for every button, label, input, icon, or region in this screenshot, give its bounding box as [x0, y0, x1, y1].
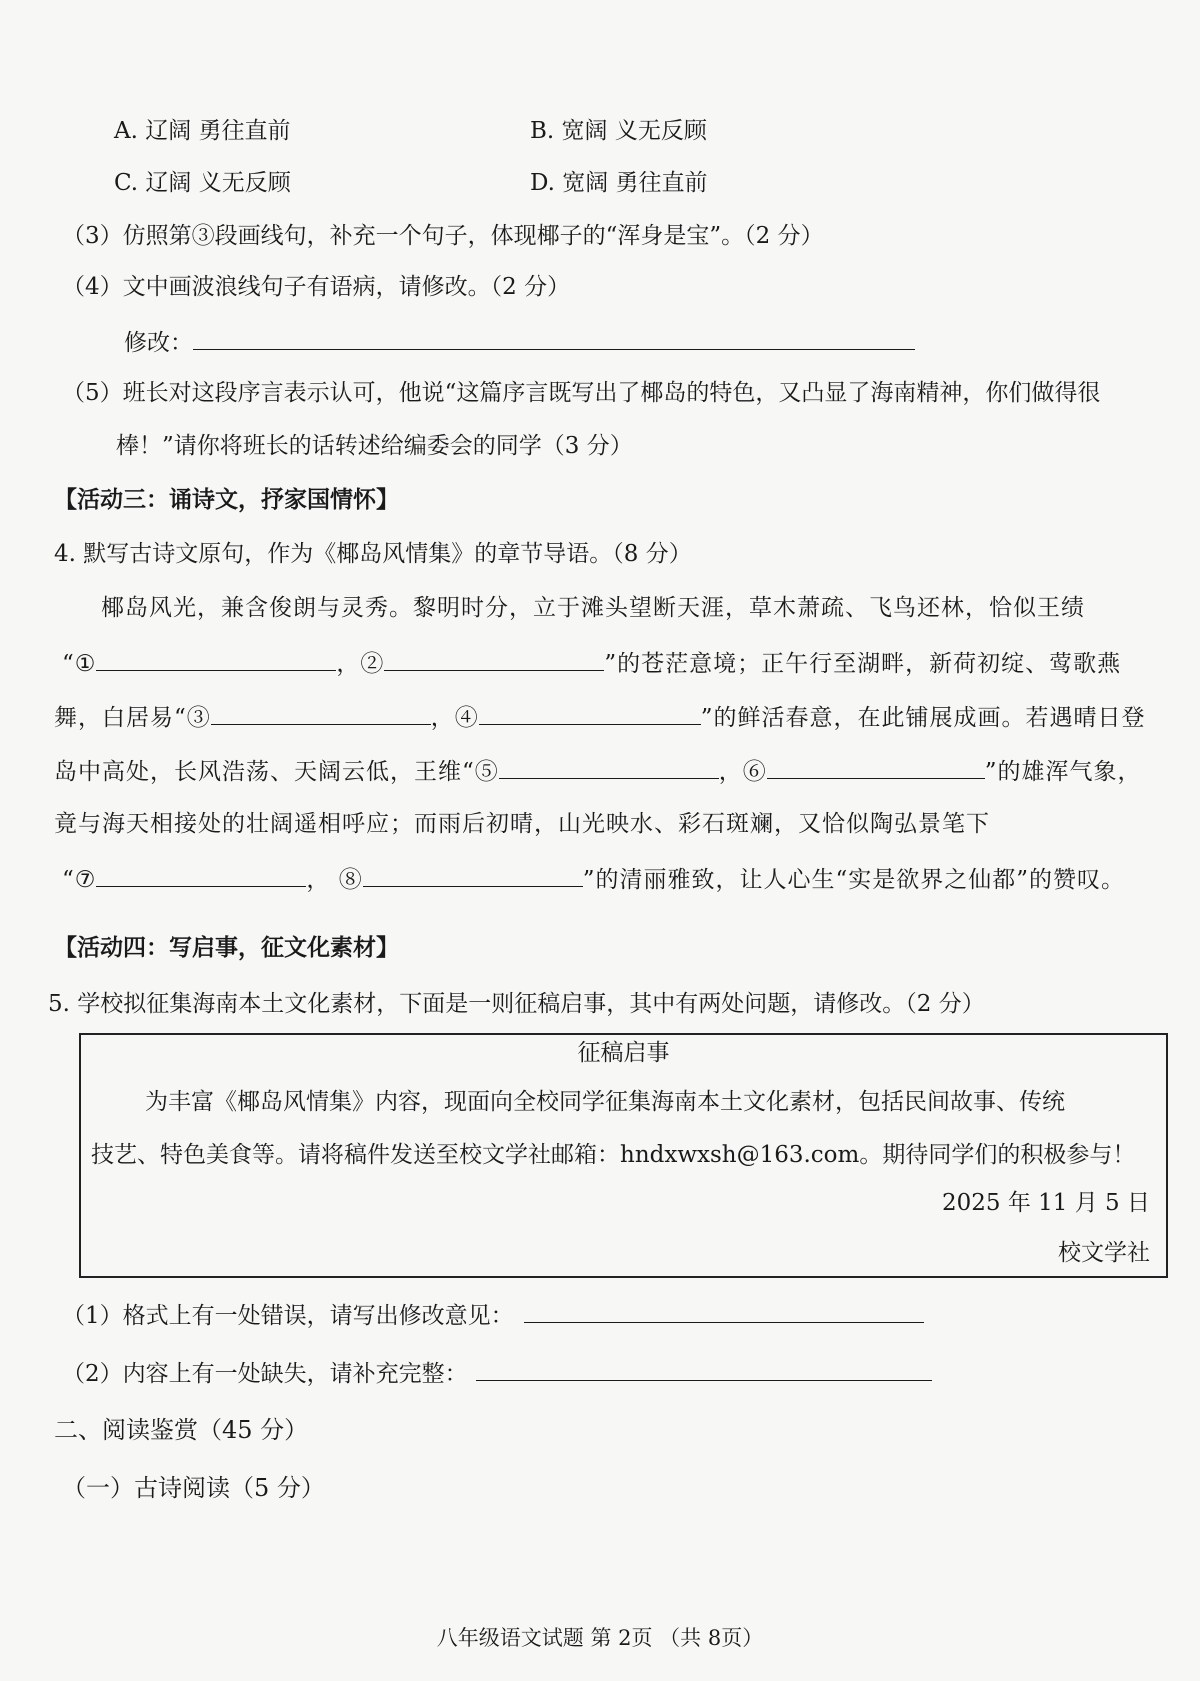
blank-7[interactable] — [96, 862, 306, 887]
blank-8[interactable] — [363, 862, 583, 887]
blank-2[interactable] — [384, 646, 604, 671]
q4-answer-blank[interactable] — [193, 325, 915, 350]
passage-text: 岛中高处，长风浩荡、天阔云低，王维“⑤ — [54, 759, 499, 785]
option-b[interactable]: B. 宽阔 义无反顾 — [530, 118, 707, 144]
passage-text: “① — [62, 651, 97, 677]
option-a[interactable]: A. 辽阔 勇往直前 — [114, 118, 291, 144]
passage-text: ，② — [336, 651, 385, 677]
item-5-1-answer-blank[interactable] — [524, 1298, 924, 1323]
notice-body-line1: 为丰富《椰岛风情集》内容，现面向全校同学征集海南本土文化素材，包括民间故事、传统 — [145, 1089, 1065, 1115]
item-4: 4. 默写古诗文原句，作为《椰岛风情集》的章节导语。（8 分） — [54, 541, 692, 567]
question-3: （3）仿照第③段画线句，补充一个句子，体现椰子的“浑身是宝”。（2 分） — [62, 223, 824, 249]
question-5-line1: （5）班长对这段序言表示认可，他说“这篇序言既写出了椰岛的特色，又凸显了海南精神，你们做得很 — [62, 380, 1101, 406]
option-c[interactable]: C. 辽阔 义无反顾 — [114, 170, 291, 196]
notice-box — [79, 1033, 1168, 1278]
notice-date: 2025 年 11 月 5 日 — [942, 1190, 1150, 1216]
item-5-2-row — [62, 1356, 932, 1390]
passage-line-4 — [54, 754, 1142, 788]
option-d[interactable]: D. 宽阔 勇往直前 — [530, 170, 708, 196]
page-footer: 八年级语文试题 第 2页 （共 8页） — [436, 1626, 764, 1650]
passage-text: ，④ — [430, 705, 479, 731]
passage-text: 舞，白居易“③ — [54, 705, 211, 731]
passage-line-1: 椰岛风光，兼含俊朗与灵秀。黎明时分，立于滩头望断天涯，草木萧疏、飞鸟还林，恰似王绩 — [101, 595, 1085, 621]
section-2-heading: 二、阅读鉴赏（45 分） — [54, 1416, 309, 1444]
passage-text: ”的鲜活春意，在此铺展成画。若遇晴日登 — [700, 705, 1146, 731]
blank-1[interactable] — [96, 646, 336, 671]
notice-signer: 校文学社 — [1058, 1240, 1150, 1266]
q4-fix-label: 修改： — [124, 330, 193, 356]
passage-line-6 — [62, 862, 1125, 896]
passage-text: ，⑥ — [718, 759, 767, 785]
passage-line-5: 竟与海天相接处的壮阔遥相呼应；而雨后初晴，山光映水、彩石斑斓，又恰似陶弘景笔下 — [54, 811, 990, 837]
blank-5[interactable] — [499, 754, 719, 779]
notice-title: 征稿启事 — [577, 1040, 670, 1066]
item-5-1: （1）格式上有一处错误，请写出修改意见： — [62, 1303, 514, 1329]
blank-4[interactable] — [479, 700, 701, 725]
question-4: （4）文中画波浪线句子有语病，请修改。（2 分） — [62, 274, 571, 300]
item-5-1-row — [62, 1298, 924, 1332]
activity-4-heading: 【活动四：写启事，征文化素材】 — [54, 934, 399, 961]
notice-body-line2: 技艺、特色美食等。请将稿件发送至校文学社邮箱：hndxwxsh@163.com。期待同学们的积极参与！ — [91, 1142, 1136, 1168]
activity-3-heading: 【活动三：诵诗文，抒家国情怀】 — [54, 486, 399, 513]
blank-3[interactable] — [211, 700, 431, 725]
passage-text: “⑦ — [62, 867, 97, 893]
q4-fix-row — [124, 325, 915, 359]
passage-text: ”的雄浑气象， — [984, 759, 1142, 785]
question-5-line2: 棒！”请你将班长的话转述给编委会的同学（3 分） — [116, 433, 633, 459]
passage-line-2 — [62, 646, 1121, 680]
item-5: 5. 学校拟征集海南本土文化素材，下面是一则征稿启事，其中有两处问题，请修改。（2 分） — [48, 991, 985, 1017]
section-2-1-heading: （一）古诗阅读（5 分） — [62, 1474, 325, 1502]
item-5-2: （2）内容上有一处缺失，请补充完整： — [62, 1361, 468, 1387]
passage-text: ， ⑧ — [306, 867, 363, 893]
passage-text: ”的清丽雅致，让人心生“实是欲界之仙都”的赞叹。 — [582, 867, 1125, 893]
passage-text: ”的苍茫意境；正午行至湖畔，新荷初绽、莺歌燕 — [604, 651, 1122, 677]
blank-6[interactable] — [767, 754, 985, 779]
item-5-2-answer-blank[interactable] — [476, 1356, 932, 1381]
passage-line-3 — [54, 700, 1146, 734]
